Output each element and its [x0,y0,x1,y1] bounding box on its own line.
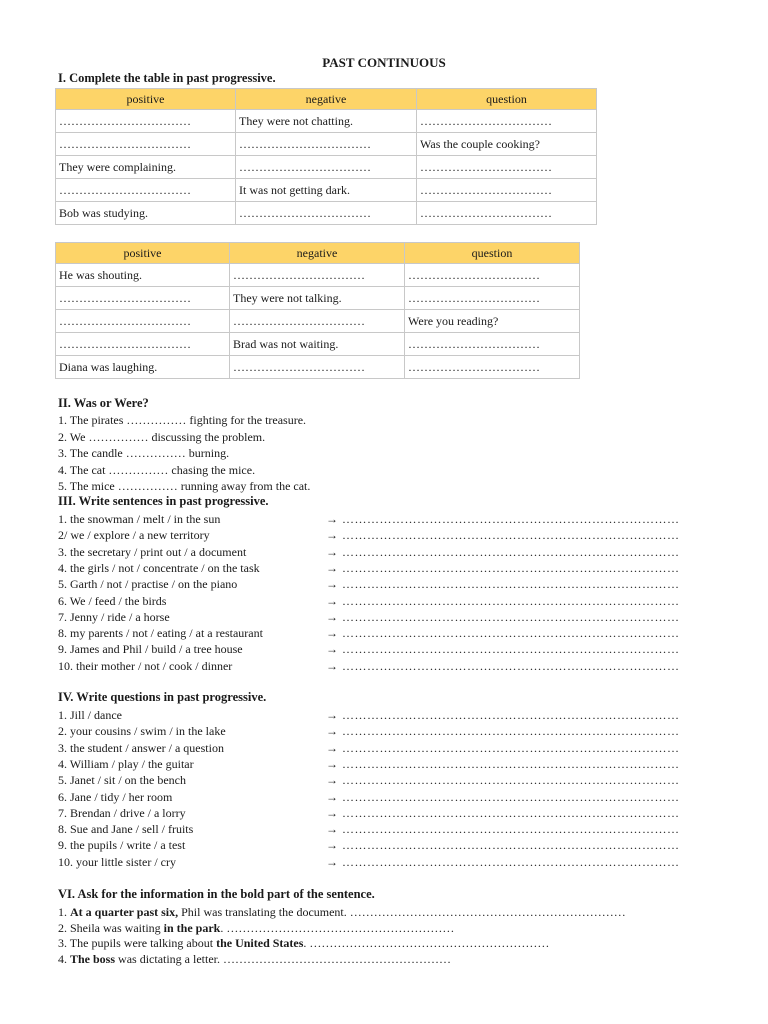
table-cell: Bob was studying. [56,202,236,225]
list-item[interactable]: 3. The candle …………… burning. [58,446,230,460]
bold-phrase: the United States [216,936,304,950]
answer-line[interactable]: ……………………………………………………………………… [342,773,680,788]
bold-phrase: At a quarter past six, [70,905,179,919]
list-item[interactable] [58,935,549,951]
list-item[interactable] [58,951,451,967]
answer-line[interactable]: ……………………………………………………………………… [342,708,680,722]
table-row [56,264,580,287]
table-cell[interactable]: …………………………… [56,333,230,356]
answer-line[interactable]: ……………………………………………………………………… [342,756,680,771]
table-1-header [56,89,597,110]
answer-line[interactable]: ……………………………………………………………………… [342,593,680,608]
table-cell[interactable]: …………………………… [56,310,230,333]
arrow-right-icon: → [326,756,338,771]
sentence-text: 2. Sheila was waiting [58,920,164,935]
exercise-prompt: 9. the pupils / write / a test [58,838,186,853]
header-positive: positive [56,89,236,110]
section-2-heading: II. Was or Were? [58,396,149,410]
header-question: question [405,243,580,264]
table-cell: He was shouting. [56,264,230,287]
arrow-right-icon: → [326,708,338,722]
exercise-prompt: 3. the student / answer / a question [58,740,224,755]
table-cell[interactable]: …………………………… [236,133,417,156]
table-row [56,156,597,179]
exercise-prompt: 10. their mother / not / cook / dinner [58,658,233,673]
table-2-header [56,243,580,264]
exercise-prompt: 8. my parents / not / eating / at a restaurant [58,626,263,641]
exercise-prompt: 6. Jane / tidy / her room [58,789,173,804]
exercise-prompt: 10. your little sister / cry [58,854,176,869]
section-1-heading: I. Complete the table in past progressive. [58,71,276,85]
answer-line[interactable]: ……………………………………………………………………… [342,838,680,853]
table-cell[interactable]: …………………………… [56,179,236,202]
table-cell[interactable]: …………………………… [230,356,405,379]
table-cell[interactable]: …………………………… [417,110,597,133]
table-row [56,133,597,156]
arrow-right-icon: → [326,854,338,869]
table-cell: They were complaining. [56,156,236,179]
table-cell[interactable]: …………………………… [417,156,597,179]
exercise-prompt: 5. Janet / sit / on the bench [58,773,186,788]
answer-line[interactable]: ……………………………………………………………………… [342,560,680,575]
arrow-right-icon: → [326,740,338,755]
section-4-heading: IV. Write questions in past progressive. [58,690,267,704]
bold-phrase: in the park [163,920,221,935]
table-cell: Diana was laughing. [56,356,230,379]
table-row [56,202,597,225]
sentence-text: was dictating a letter. ………………………………………………… [115,951,451,966]
arrow-right-icon: → [326,838,338,853]
table-cell[interactable]: …………………………… [405,287,580,310]
table-2 [55,242,580,379]
arrow-right-icon: → [326,724,338,739]
sentence-text: Phil was translating the document. …………………………………………………………… [178,905,626,919]
table-cell: Was the couple cooking? [417,133,597,156]
arrow-right-icon: → [326,805,338,820]
arrow-right-icon: → [326,822,338,837]
table-cell[interactable]: …………………………… [56,133,236,156]
table-cell[interactable]: …………………………… [405,264,580,287]
table-row [56,356,580,379]
answer-line[interactable]: ……………………………………………………………………… [342,658,680,673]
table-cell[interactable]: …………………………… [236,202,417,225]
exercise-prompt: 1. Jill / dance [58,708,122,722]
exercise-prompt: 2/ we / explore / a new territory [58,528,210,543]
header-positive: positive [56,243,230,264]
arrow-right-icon: → [326,560,338,575]
answer-line[interactable]: ……………………………………………………………………… [342,528,680,543]
arrow-right-icon: → [326,609,338,624]
arrow-right-icon: → [326,512,338,526]
exercise-prompt: 2. your cousins / swim / in the lake [58,724,226,739]
list-item[interactable]: 5. The mice …………… running away from the cat. [58,479,311,493]
sentence-text: 1. [58,905,70,919]
table-cell: Brad was not waiting. [230,333,405,356]
exercise-prompt: 5. Garth / not / practise / on the piano [58,577,238,592]
table-row [56,333,580,356]
header-negative: negative [236,89,417,110]
answer-line[interactable]: ……………………………………………………………………… [342,544,680,559]
arrow-right-icon: → [326,658,338,673]
table-cell: It was not getting dark. [236,179,417,202]
answer-line[interactable]: ……………………………………………………………………… [342,789,680,804]
answer-line[interactable]: ……………………………………………………………………… [342,512,680,526]
exercise-prompt: 4. the girls / not / concentrate / on the task [58,560,260,575]
list-item[interactable]: 4. The cat …………… chasing the mice. [58,463,256,477]
answer-line[interactable]: ……………………………………………………………………… [342,577,680,592]
table-cell: Were you reading? [405,310,580,333]
exercise-prompt: 6. We / feed / the birds [58,593,167,608]
arrow-right-icon: → [326,577,338,592]
list-item[interactable]: 1. The pirates …………… fighting for the treasure. [58,413,307,427]
exercise-prompt: 9. James and Phil / build / a tree house [58,642,243,657]
section-6-heading: VI. Ask for the information in the bold part of the sentence. [58,887,375,901]
answer-line[interactable]: ……………………………………………………………………… [342,724,680,739]
arrow-right-icon: → [326,528,338,543]
table-cell[interactable]: …………………………… [56,110,236,133]
table-cell[interactable]: …………………………… [405,356,580,379]
table-cell[interactable]: …………………………… [417,202,597,225]
table-cell[interactable]: …………………………… [230,264,405,287]
arrow-right-icon: → [326,789,338,804]
table-row [56,179,597,202]
table-row [56,287,580,310]
answer-line[interactable]: ……………………………………………………………………… [342,609,680,624]
exercise-prompt: 7. Jenny / ride / a horse [58,609,170,624]
table-row [56,310,580,333]
sentence-text: . ………………………………………………… [220,920,455,935]
table-cell: They were not talking. [230,287,405,310]
sentence-text: 3. The pupils were talking about [58,936,217,950]
table-1 [55,88,597,225]
answer-line[interactable]: ……………………………………………………………………… [342,642,680,657]
table-cell[interactable]: …………………………… [230,310,405,333]
arrow-right-icon: → [326,593,338,608]
table-cell: They were not chatting. [236,110,417,133]
bold-phrase: The boss [70,951,116,966]
arrow-right-icon: → [326,642,338,657]
page-title: PAST CONTINUOUS [322,55,446,70]
list-item[interactable] [58,920,454,936]
arrow-right-icon: → [326,626,338,641]
exercise-prompt: 1. the snowman / melt / in the sun [58,512,221,526]
table-cell[interactable]: …………………………… [236,156,417,179]
exercise-prompt: 7. Brendan / drive / a lorry [58,805,186,820]
answer-line[interactable]: ……………………………………………………………………… [342,626,680,641]
answer-line[interactable]: ……………………………………………………………………… [342,740,680,755]
table-row [56,110,597,133]
section-3-heading: III. Write sentences in past progressive. [58,494,269,508]
list-item[interactable]: 2. We …………… discussing the problem. [58,430,266,444]
answer-line[interactable]: ……………………………………………………………………… [342,805,680,820]
sentence-text: . …………………………………………………… [303,936,550,950]
answer-line[interactable]: ……………………………………………………………………… [342,822,680,837]
sentence-text: 4. [58,951,70,966]
header-question: question [417,89,597,110]
exercise-prompt: 4. William / play / the guitar [58,756,194,771]
header-negative: negative [230,243,405,264]
arrow-right-icon: → [326,773,338,788]
exercise-prompt: 3. the secretary / print out / a document [58,544,247,559]
arrow-right-icon: → [326,544,338,559]
table-cell[interactable]: …………………………… [56,287,230,310]
table-cell[interactable]: …………………………… [417,179,597,202]
exercise-prompt: 8. Sue and Jane / sell / fruits [58,822,194,837]
answer-line[interactable]: ……………………………………………………………………… [342,854,680,869]
list-item[interactable] [58,904,626,920]
table-cell[interactable]: …………………………… [405,333,580,356]
